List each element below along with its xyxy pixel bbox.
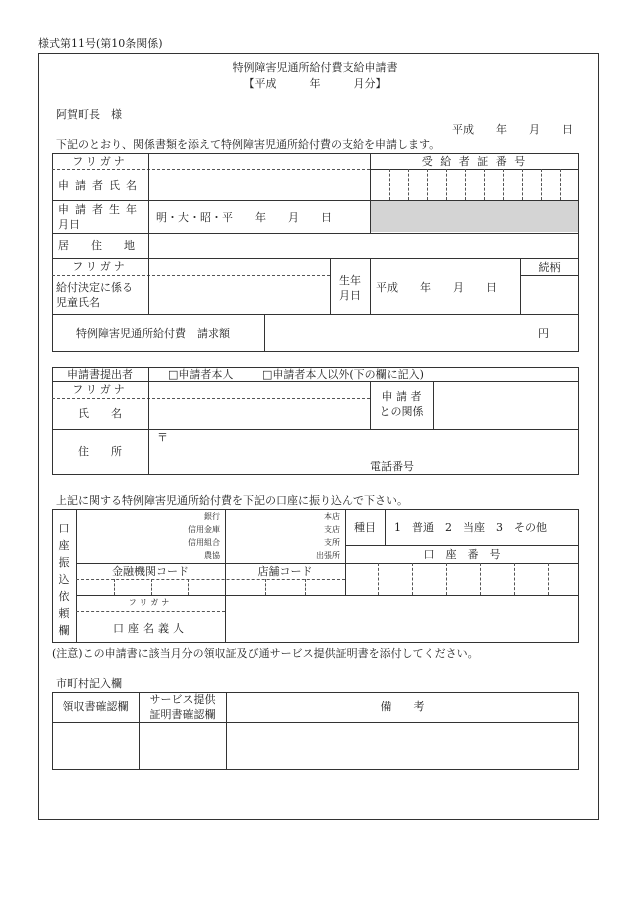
receipt-check-label: 領収書確認欄: [62, 700, 129, 713]
submitter-name-label: 氏 名: [78, 407, 122, 420]
holder-furigana-label: フリガナ: [128, 598, 173, 607]
child-name-label-1: 給付決定に係る: [56, 281, 133, 294]
inst-type-kumiai: 信用組合: [188, 538, 220, 547]
service-check-label-2: 証明書確認欄: [149, 708, 216, 721]
submitter-furigana-label: フリガナ: [72, 383, 128, 396]
form-title: 特例障害児通所給付費支給申請書: [232, 61, 398, 74]
submitter-address-label: 住 所: [78, 445, 122, 458]
inst-type-shinkin: 信用金庫: [188, 525, 220, 534]
applicant-birth-value: 明・大・昭・平 年 月 日: [156, 211, 332, 224]
submitter-self-checkbox[interactable]: □申請者本人: [168, 368, 234, 381]
branch-type-shisho: 支所: [324, 538, 340, 547]
branch-type-shiten: 支店: [324, 525, 340, 534]
submitter-label: 申請書提出者: [67, 368, 133, 381]
institution-type-list: [150, 510, 220, 562]
form-number: 様式第11号(第10条関係): [38, 37, 163, 50]
submitter-relation-label-2: との関係: [379, 405, 424, 418]
residence-label: 居 住 地: [58, 239, 135, 252]
submitter-other-checkbox[interactable]: □申請者本人以外(下の欄に記入): [262, 368, 424, 381]
claim-yen: 円: [538, 327, 549, 340]
form-period: 【平成 年 月分】: [243, 77, 387, 90]
child-birth-label-1: 生年: [339, 274, 361, 287]
service-check-label-1: サービス提供: [149, 693, 216, 706]
account-type-options: 1 普通 2 当座 3 その他: [394, 521, 547, 534]
branch-type-list: [280, 510, 340, 562]
child-furigana-label: フリガナ: [72, 260, 128, 273]
institution-code-label: 金融機関コード: [112, 565, 189, 578]
account-number-label: 口 座 番 号: [423, 548, 501, 561]
child-birth-label-2: 月日: [339, 289, 361, 302]
cert-number-label: 受 給 者 証 番 号: [421, 155, 528, 168]
child-birth-value: 平成 年 月 日: [376, 281, 497, 294]
relation-label: 続柄: [538, 261, 561, 274]
account-holder-label: 口座名義人: [113, 622, 188, 635]
intro-text: 下記のとおり、関係書類を添えて特例障害児通所給付費の支給を申請します。: [56, 138, 441, 151]
bank-side-char-1: 口: [58, 522, 70, 535]
bank-side-char-7: 欄: [58, 624, 70, 637]
inst-type-bank: 銀行: [204, 512, 220, 521]
branch-code-label: 店舗コード: [257, 565, 313, 578]
phone-label: 電話番号: [370, 460, 414, 473]
bank-side-char-5: 依: [58, 590, 70, 603]
applicant-birth-label-2: 月日: [58, 218, 80, 231]
branch-type-honten: 本店: [324, 512, 340, 521]
bank-side-char-3: 振: [58, 556, 70, 569]
applicant-birth-label-1: 申請者生年: [58, 203, 143, 216]
applicant-furigana-label: フリガナ: [72, 155, 128, 168]
bank-intro: 上記に関する特例障害児通所給付費を下記の口座に振り込んで下さい。: [56, 494, 408, 507]
application-date: 平成 年 月 日: [452, 123, 573, 136]
bank-side-char-2: 座: [58, 539, 70, 552]
submitter-relation-label-1: 申 請 者: [381, 390, 422, 403]
addressee: 阿賀町長 様: [56, 108, 122, 121]
municipal-heading: 市町村記入欄: [56, 677, 122, 690]
applicant-name-label: 申請者氏名: [58, 179, 143, 192]
bank-side-label: [52, 520, 76, 639]
bank-side-char-4: 込: [58, 573, 70, 586]
account-type-label: 種目: [354, 521, 376, 534]
remarks-label: 備 考: [380, 700, 425, 713]
inst-type-nokyo: 農協: [204, 551, 220, 560]
branch-type-shuchojo: 出張所: [316, 551, 340, 560]
postal-mark: 〒: [157, 431, 168, 444]
attachment-note: (注意)この申請書に該当月分の領収証及び通サービス提供証明書を添付してください。: [52, 647, 479, 660]
bank-side-char-6: 頼: [58, 607, 70, 620]
claim-amount-label: 特例障害児通所給付費 請求額: [76, 327, 230, 340]
child-name-label-2: 児童氏名: [56, 296, 100, 309]
